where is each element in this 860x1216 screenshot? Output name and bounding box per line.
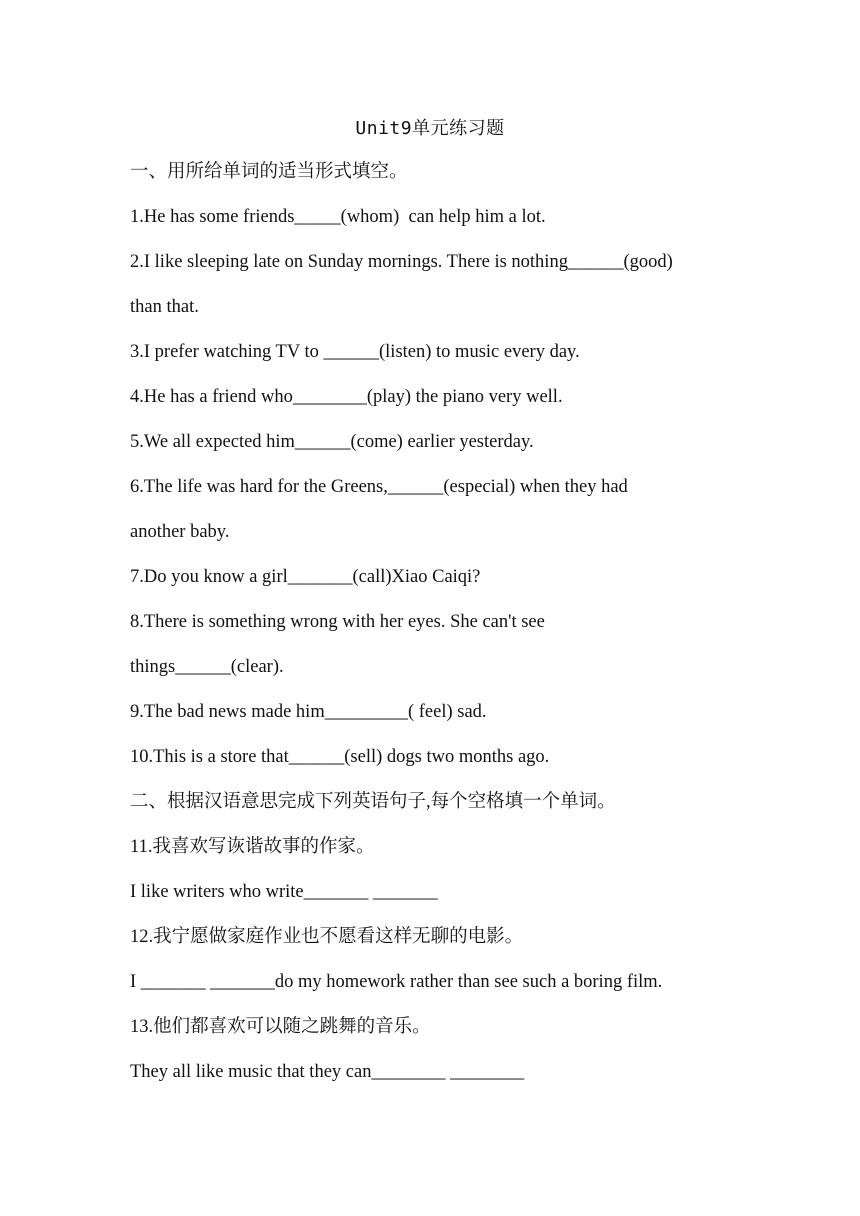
question-5: 5.We all expected him______(come) earlier yesterday. bbox=[130, 432, 534, 452]
question-9: 9.The bad news made him_________( feel) sad. bbox=[130, 702, 487, 722]
question-3: 3.I prefer watching TV to ______(listen) to music every day. bbox=[130, 342, 580, 362]
page-title: Unit9单元练习题 bbox=[355, 118, 505, 139]
question-11-chinese: 11.我喜欢写诙谐故事的作家。 bbox=[130, 837, 375, 857]
question-13-chinese: 13.他们都喜欢可以随之跳舞的音乐。 bbox=[130, 1017, 431, 1037]
question-12-chinese: 12.我宁愿做家庭作业也不愿看这样无聊的电影。 bbox=[130, 927, 524, 947]
question-6-line-2: another baby. bbox=[130, 522, 230, 542]
question-4: 4.He has a friend who________(play) the piano very well. bbox=[130, 387, 563, 407]
question-1: 1.He has some friends_____(whom) can help him a lot. bbox=[130, 207, 546, 227]
question-11-english: I like writers who write_______ _______ bbox=[130, 882, 438, 902]
question-10: 10.This is a store that______(sell) dogs two months ago. bbox=[130, 747, 550, 767]
question-2-line-1: 2.I like sleeping late on Sunday mornings. There is nothing______(good) bbox=[130, 252, 673, 272]
section2-heading: 二、根据汉语意思完成下列英语句子,每个空格填一个单词。 bbox=[130, 792, 616, 812]
question-8-line-1: 8.There is something wrong with her eyes. She can't see bbox=[130, 612, 545, 632]
question-12-english: I _______ _______do my homework rather than see such a boring film. bbox=[130, 972, 663, 992]
question-13-english: They all like music that they can________ ________ bbox=[130, 1062, 525, 1082]
question-6-line-1: 6.The life was hard for the Greens,______(especial) when they had bbox=[130, 477, 628, 497]
question-2-line-2: than that. bbox=[130, 297, 199, 317]
section1-heading: 一、用所给单词的适当形式填空。 bbox=[130, 162, 408, 182]
question-7: 7.Do you know a girl_______(call)Xiao Caiqi? bbox=[130, 567, 481, 587]
question-8-line-2: things______(clear). bbox=[130, 657, 284, 677]
